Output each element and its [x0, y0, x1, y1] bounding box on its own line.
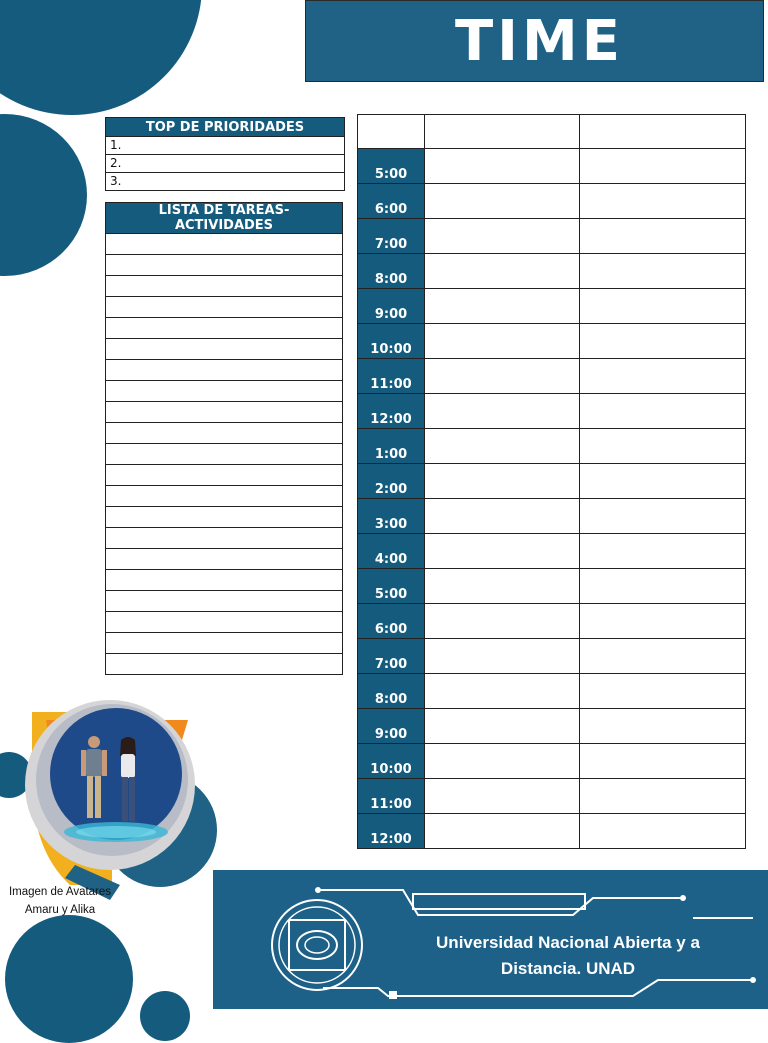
schedule-header-row — [358, 115, 746, 149]
decor-circle-bottom-small — [140, 991, 190, 1041]
schedule-cell[interactable] — [580, 359, 746, 394]
avatar-illustration — [0, 700, 230, 900]
schedule-cell[interactable] — [580, 779, 746, 814]
task-cell[interactable] — [106, 465, 343, 486]
time-slot-label: 12:00 — [358, 394, 425, 429]
task-list-header-line1: LISTA DE TAREAS- — [158, 203, 290, 218]
schedule-body — [358, 115, 746, 849]
schedule-row — [358, 324, 746, 359]
task-row — [106, 654, 343, 675]
task-cell[interactable] — [106, 318, 343, 339]
schedule-cell[interactable] — [580, 569, 746, 604]
schedule-row — [358, 744, 746, 779]
unad-banner — [213, 870, 768, 1009]
schedule-cell[interactable] — [425, 674, 580, 709]
schedule-cell[interactable] — [580, 254, 746, 289]
schedule-cell[interactable] — [425, 569, 580, 604]
time-slot-label: 6:00 — [358, 604, 425, 639]
schedule-cell[interactable] — [580, 324, 746, 359]
task-cell[interactable] — [106, 276, 343, 297]
task-row — [106, 318, 343, 339]
page-title: TIME — [454, 8, 624, 74]
task-row — [106, 276, 343, 297]
task-cell[interactable] — [106, 402, 343, 423]
schedule-cell[interactable] — [425, 149, 580, 184]
time-slot-label: 3:00 — [358, 499, 425, 534]
title-banner — [305, 0, 764, 82]
decor-circle-top-left — [0, 0, 202, 115]
schedule-header-cell[interactable] — [358, 115, 425, 149]
schedule-cell[interactable] — [425, 429, 580, 464]
avatar-caption-line2: Amaru y Alika — [24, 904, 96, 916]
task-cell[interactable] — [106, 234, 343, 255]
task-cell[interactable] — [106, 486, 343, 507]
task-list-table — [105, 202, 343, 675]
task-row — [106, 528, 343, 549]
task-rows — [106, 234, 343, 675]
schedule-cell[interactable] — [580, 814, 746, 849]
schedule-cell[interactable] — [425, 499, 580, 534]
task-cell[interactable] — [106, 423, 343, 444]
schedule-cell[interactable] — [425, 219, 580, 254]
time-slot-label: 5:00 — [358, 149, 425, 184]
schedule-cell[interactable] — [425, 289, 580, 324]
task-list-header — [106, 203, 343, 234]
decor-circle-left — [0, 114, 87, 276]
schedule-row — [358, 569, 746, 604]
schedule-row — [358, 709, 746, 744]
task-row — [106, 570, 343, 591]
task-row — [106, 234, 343, 255]
task-row — [106, 444, 343, 465]
university-name — [378, 930, 758, 982]
task-row — [106, 255, 343, 276]
time-slot-label: 1:00 — [358, 429, 425, 464]
task-row — [106, 297, 343, 318]
schedule-header-cell[interactable] — [425, 115, 580, 149]
schedule-cell[interactable] — [580, 534, 746, 569]
schedule-cell[interactable] — [580, 709, 746, 744]
schedule-cell[interactable] — [580, 149, 746, 184]
time-slot-label: 11:00 — [358, 779, 425, 814]
schedule-cell[interactable] — [580, 744, 746, 779]
schedule-row — [358, 674, 746, 709]
schedule-cell[interactable] — [580, 464, 746, 499]
schedule-cell[interactable] — [580, 499, 746, 534]
university-name-line1: Universidad Nacional Abierta y a — [436, 933, 700, 952]
task-cell[interactable] — [106, 381, 343, 402]
schedule-cell[interactable] — [580, 674, 746, 709]
schedule-cell[interactable] — [425, 359, 580, 394]
schedule-row — [358, 359, 746, 394]
schedule-cell[interactable] — [425, 254, 580, 289]
task-cell[interactable] — [106, 297, 343, 318]
schedule-cell[interactable] — [580, 604, 746, 639]
schedule-header-cell[interactable] — [580, 115, 746, 149]
time-slot-label: 8:00 — [358, 674, 425, 709]
schedule-cell[interactable] — [425, 184, 580, 219]
task-list-header-line2: ACTIVIDADES — [174, 218, 274, 233]
avatar-caption-line1: Imagen de Avatares — [8, 886, 112, 898]
task-cell[interactable] — [106, 360, 343, 381]
task-row — [106, 402, 343, 423]
task-row — [106, 339, 343, 360]
task-cell[interactable] — [106, 570, 343, 591]
time-slot-label: 6:00 — [358, 184, 425, 219]
task-cell[interactable] — [106, 591, 343, 612]
time-slot-label: 2:00 — [358, 464, 425, 499]
time-slot-label: 7:00 — [358, 639, 425, 674]
priority-row-2[interactable]: 2. — [106, 155, 345, 173]
schedule-row — [358, 394, 746, 429]
task-cell[interactable] — [106, 444, 343, 465]
schedule-row — [358, 149, 746, 184]
schedule-cell[interactable] — [580, 639, 746, 674]
schedule-row — [358, 219, 746, 254]
task-row — [106, 507, 343, 528]
schedule-row — [358, 534, 746, 569]
schedule-row — [358, 464, 746, 499]
time-slot-label: 8:00 — [358, 254, 425, 289]
time-slot-label: 10:00 — [358, 324, 425, 359]
schedule-row — [358, 429, 746, 464]
schedule-cell[interactable] — [580, 394, 746, 429]
time-slot-label: 9:00 — [358, 709, 425, 744]
task-cell[interactable] — [106, 528, 343, 549]
task-row — [106, 360, 343, 381]
task-cell[interactable] — [106, 633, 343, 654]
task-cell[interactable] — [106, 612, 343, 633]
task-cell[interactable] — [106, 654, 343, 675]
schedule-cell[interactable] — [580, 289, 746, 324]
time-slot-label: 11:00 — [358, 359, 425, 394]
schedule-cell[interactable] — [425, 534, 580, 569]
schedule-cell[interactable] — [425, 779, 580, 814]
task-cell[interactable] — [106, 507, 343, 528]
schedule-cell[interactable] — [580, 219, 746, 254]
task-row — [106, 633, 343, 654]
task-row — [106, 612, 343, 633]
task-cell[interactable] — [106, 255, 343, 276]
priorities-header: TOP DE PRIORIDADES — [106, 118, 345, 137]
schedule-cell[interactable] — [425, 639, 580, 674]
priorities-table — [105, 117, 345, 191]
schedule-table — [357, 114, 746, 849]
schedule-row — [358, 814, 746, 849]
schedule-row — [358, 289, 746, 324]
schedule-cell[interactable] — [580, 429, 746, 464]
schedule-cell[interactable] — [425, 604, 580, 639]
task-row — [106, 423, 343, 444]
schedule-cell[interactable] — [425, 394, 580, 429]
schedule-cell[interactable] — [425, 464, 580, 499]
schedule-cell[interactable] — [425, 744, 580, 779]
schedule-row — [358, 254, 746, 289]
task-cell[interactable] — [106, 549, 343, 570]
avatar-caption — [0, 883, 120, 919]
task-row — [106, 591, 343, 612]
task-cell[interactable] — [106, 339, 343, 360]
time-slot-label: 4:00 — [358, 534, 425, 569]
task-row — [106, 465, 343, 486]
university-name-line2: Distancia. UNAD — [500, 959, 636, 978]
schedule-row — [358, 779, 746, 814]
time-slot-label: 5:00 — [358, 569, 425, 604]
schedule-row — [358, 184, 746, 219]
time-slot-label: 12:00 — [358, 814, 425, 849]
time-slot-label: 10:00 — [358, 744, 425, 779]
schedule-cell[interactable] — [580, 184, 746, 219]
priority-row-3[interactable]: 3. — [106, 173, 345, 191]
task-row — [106, 381, 343, 402]
task-row — [106, 549, 343, 570]
schedule-row — [358, 499, 746, 534]
schedule-cell[interactable] — [425, 709, 580, 744]
schedule-cell[interactable] — [425, 814, 580, 849]
schedule-cell[interactable] — [425, 324, 580, 359]
time-slot-label: 7:00 — [358, 219, 425, 254]
schedule-row — [358, 604, 746, 639]
task-row — [106, 486, 343, 507]
schedule-row — [358, 639, 746, 674]
time-slot-label: 9:00 — [358, 289, 425, 324]
priority-row-1[interactable]: 1. — [106, 137, 345, 155]
